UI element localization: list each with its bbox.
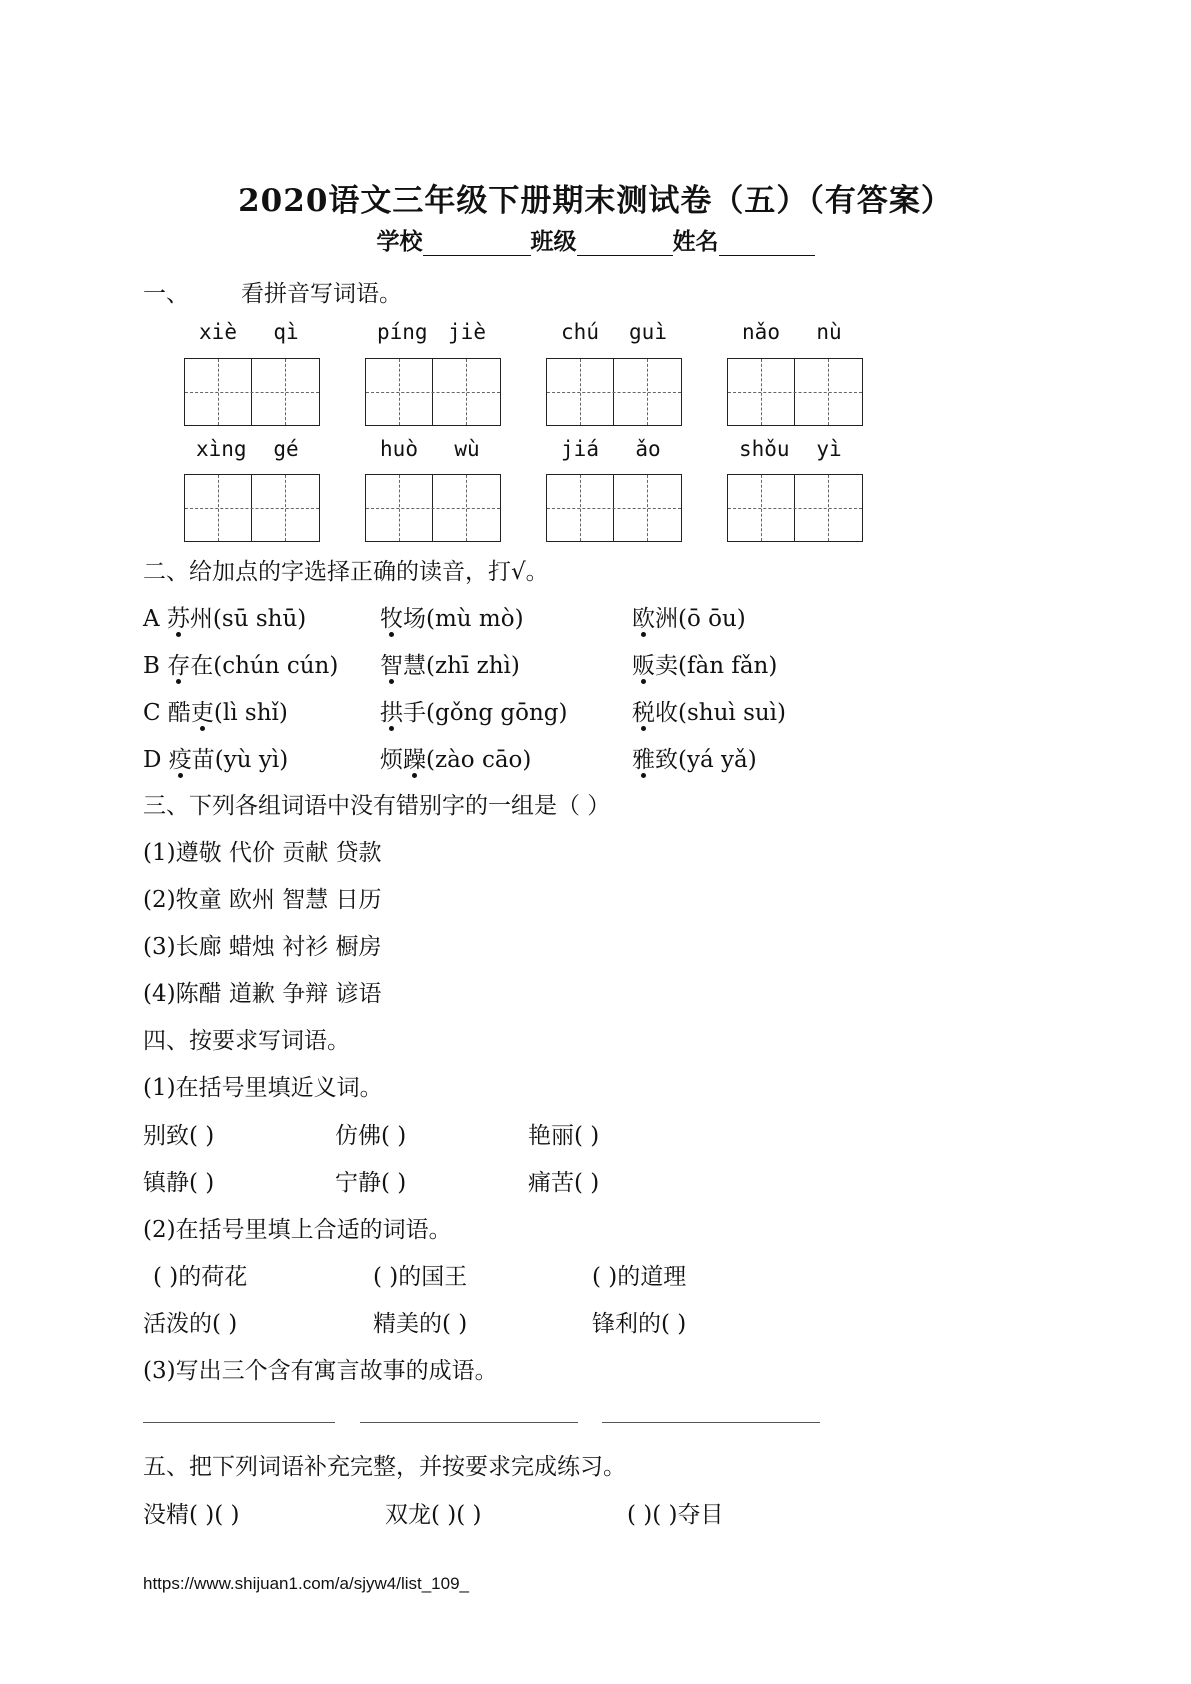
fill-phrase-item: ( )的国王 <box>373 1264 468 1290</box>
reading-choice-item <box>143 741 288 774</box>
option-item: (3)长廊 蜡烛 衬衫 橱房 <box>143 934 382 960</box>
dotted-character: 雅 <box>632 747 655 773</box>
part-2-instruction: (2)在括号里填上合适的词语。 <box>143 1217 452 1243</box>
dotted-character: 躁 <box>403 747 426 773</box>
pinyin-syllable: guì <box>629 320 667 344</box>
fill-phrase-item: ( )的荷花 <box>153 1264 248 1290</box>
part-3-instruction: (3)写出三个含有寓言故事的成语。 <box>143 1358 498 1384</box>
dotted-character: 牧 <box>380 606 403 632</box>
writing-grid[interactable] <box>546 358 682 426</box>
writing-grid[interactable] <box>184 358 320 426</box>
name-label: 姓名 <box>672 228 719 255</box>
reading-choice-item <box>632 600 746 633</box>
pinyin-syllable: píng <box>377 320 428 344</box>
synonym-item: 仿佛( ) <box>335 1123 407 1149</box>
choice-rest: 收(shuì suì) <box>655 700 787 726</box>
pinyin-syllable: jiá <box>561 437 599 461</box>
choice-rest: 州(sū shū) <box>189 606 307 632</box>
option-item: (2)牧童 欧州 智慧 日历 <box>143 887 382 913</box>
dotted-character: 存 <box>167 653 191 679</box>
reading-choice-item <box>380 694 567 727</box>
pinyin-syllable: ǎo <box>635 437 661 461</box>
name-blank <box>719 233 815 256</box>
choice-rest: 苗(yù yì) <box>191 747 289 773</box>
pinyin-syllable: yì <box>816 437 842 461</box>
pinyin-syllable: jiè <box>448 320 486 344</box>
dotted-character: 拱 <box>380 700 403 726</box>
answer-line <box>602 1422 820 1423</box>
page-title: 2020语文三年级下册期末测试卷（五）（有答案） <box>238 183 953 219</box>
choice-prefix: C 酷 <box>143 700 191 726</box>
idiom-item: 双龙( )( ) <box>385 1502 482 1528</box>
writing-grid[interactable] <box>727 474 863 542</box>
fill-phrase-item: 锋利的( ) <box>592 1311 687 1337</box>
synonym-item: 宁静( ) <box>335 1170 407 1196</box>
reading-choice-item <box>143 694 288 727</box>
reading-choice-item <box>380 741 531 774</box>
dotted-character: 吏 <box>190 700 214 726</box>
idiom-item: 没精( )( ) <box>143 1502 240 1528</box>
dotted-character: 苏 <box>166 606 190 632</box>
choice-rest: 场(mù mò) <box>403 606 524 632</box>
section-4-heading: 四、按要求写词语。 <box>143 1028 350 1054</box>
idiom-item: ( )( )夺目 <box>627 1502 724 1528</box>
choice-prefix: A <box>143 606 167 632</box>
pinyin-syllable: gé <box>273 437 299 461</box>
section-1-text: 看拼音写词语。 <box>241 281 402 307</box>
writing-grid[interactable] <box>365 358 501 426</box>
part-1-instruction: (1)在括号里填近义词。 <box>143 1075 383 1101</box>
pinyin-syllable: nù <box>816 320 842 344</box>
pinyin-syllable: wù <box>454 437 480 461</box>
synonym-item: 艳丽( ) <box>528 1123 600 1149</box>
reading-choice-item <box>380 600 524 633</box>
pinyin-syllable: nǎo <box>742 320 780 344</box>
section-5-heading: 五、把下列词语补充完整，并按要求完成练习。 <box>143 1454 626 1480</box>
choice-prefix: B <box>143 653 168 679</box>
class-blank <box>577 233 673 256</box>
school-label: 学校 <box>376 228 423 255</box>
dotted-character: 税 <box>632 700 655 726</box>
choice-rest: 洲(ō ōu) <box>655 606 746 632</box>
choice-rest: 慧(zhī zhì) <box>403 653 520 679</box>
reading-choice-item <box>380 647 520 680</box>
class-label: 班级 <box>530 228 577 255</box>
section-1-number: 一、 <box>143 281 189 307</box>
student-info-line <box>0 223 1191 256</box>
pinyin-syllable: chú <box>561 320 599 344</box>
pinyin-syllable: xìng <box>196 437 247 461</box>
synonym-item: 别致( ) <box>143 1123 215 1149</box>
dotted-character: 疫 <box>168 747 192 773</box>
reading-choice-item <box>632 741 757 774</box>
answer-line <box>360 1422 578 1423</box>
answer-line <box>143 1422 335 1423</box>
section-1-heading <box>143 275 402 308</box>
reading-choice-item <box>143 600 306 633</box>
choice-rest: (lì shǐ) <box>213 700 288 726</box>
dotted-character: 贩 <box>632 653 655 679</box>
pinyin-syllable: huò <box>380 437 418 461</box>
pinyin-syllable: shǒu <box>739 437 790 461</box>
synonym-item: 痛苦( ) <box>528 1170 600 1196</box>
writing-grid[interactable] <box>546 474 682 542</box>
choice-rest: 卖(fàn fǎn) <box>655 653 778 679</box>
choice-prefix: D <box>143 747 169 773</box>
footer-url[interactable]: https://www.shijuan1.com/a/sjyw4/list_109_ <box>143 1574 469 1593</box>
reading-choice-item <box>632 647 777 680</box>
pinyin-syllable: xiè <box>199 320 237 344</box>
fill-phrase-item: ( )的道理 <box>592 1264 687 1290</box>
option-item: (4)陈醋 道歉 争辩 谚语 <box>143 981 382 1007</box>
option-item: (1)遵敬 代价 贡献 贷款 <box>143 840 382 866</box>
writing-grid[interactable] <box>184 474 320 542</box>
section-3-heading: 三、下列各组词语中没有错别字的一组是（ ） <box>143 793 611 819</box>
choice-rest: (zào cāo) <box>426 747 532 773</box>
reading-choice-item <box>143 647 338 680</box>
fill-phrase-item: 精美的( ) <box>373 1311 468 1337</box>
writing-grid[interactable] <box>727 358 863 426</box>
choice-rest: 手(gǒng gōng) <box>403 700 568 726</box>
dotted-character: 智 <box>380 653 403 679</box>
choice-rest: 致(yá yǎ) <box>655 747 757 773</box>
choice-prefix: 烦 <box>380 747 403 773</box>
pinyin-syllable: qì <box>273 320 299 344</box>
writing-grid[interactable] <box>365 474 501 542</box>
reading-choice-item <box>632 694 786 727</box>
school-blank <box>423 233 531 256</box>
section-2-heading: 二、给加点的字选择正确的读音，打√。 <box>143 559 549 585</box>
choice-rest: 在(chún cún) <box>190 653 339 679</box>
dotted-character: 欧 <box>632 606 655 632</box>
fill-phrase-item: 活泼的( ) <box>143 1311 238 1337</box>
synonym-item: 镇静( ) <box>143 1170 215 1196</box>
